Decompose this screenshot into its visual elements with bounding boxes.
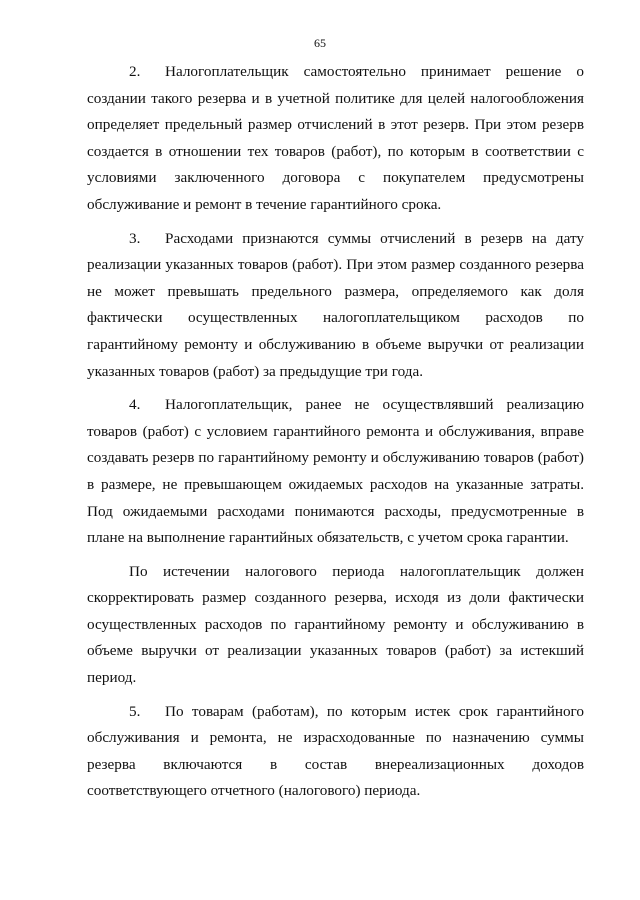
page-number: 65 (314, 36, 326, 50)
paragraph-2 (87, 59, 584, 219)
document-body (87, 59, 584, 805)
paragraph-text: Налогоплательщик, ранее не осуществлявший реализацию товаров (работ) с условием гарантийного ремонта и обслуживания, вправе создавать резерв по гарантийному ремонту и обслуживанию товаров (работ) в размере, не превышающем ожидаемых расходов на указанные затраты. Под ожидаемыми расходами понимаются расходы, предусмотренные в плане на выполнение гарантийных обязательств, с учетом срока гарантии. (87, 396, 584, 547)
paragraph-text: По истечении налогового периода налогоплательщик должен скорректировать размер созданного резерва, исходя из доли фактически осуществленных расходов по гарантийному ремонту и обслуживанию в объеме выручки от реализации указанных товаров (работ) за истекший период. (87, 562, 584, 687)
paragraph-number: 3. (129, 229, 141, 247)
paragraph-text: По товарам (работам), по которым истек срок гарантийного обслуживания и ремонта, не израсходованные по назначению суммы резерва включаются в состав внереализационных доходов соответствующего отчетного (налогового) периода. (87, 702, 584, 800)
paragraph-text: Расходами признаются суммы отчислений в резерв на дату реализации указанных товаров (работ). При этом размер созданного резерва не может превышать предельного размера, определяемого как доля фактически осуществленных налогоплательщиком расходов по гарантийному ремонту и обслуживанию в объеме выручки от реализации указанных товаров (работ) за предыдущие три года. (87, 229, 584, 380)
paragraph-number: 5. (129, 702, 141, 720)
paragraph-3 (87, 226, 584, 386)
paragraph-4 (87, 392, 584, 552)
paragraph-4-continued (87, 559, 584, 692)
paragraph-number: 2. (129, 63, 141, 80)
paragraph-5 (87, 699, 584, 805)
paragraph-number: 4. (129, 396, 141, 414)
paragraph-text: Налогоплательщик самостоятельно принимает решение о создании такого резерва и в учетной политике для целей налогообложения определяет предельный размер отчислений в этот резерв. При этом резерв создается в отношении тех товаров (работ), по которым в соответствии с условиями заключенного договора с покупателем предусмотрены обслуживание и ремонт в течение гарантийного срока. (87, 63, 584, 213)
